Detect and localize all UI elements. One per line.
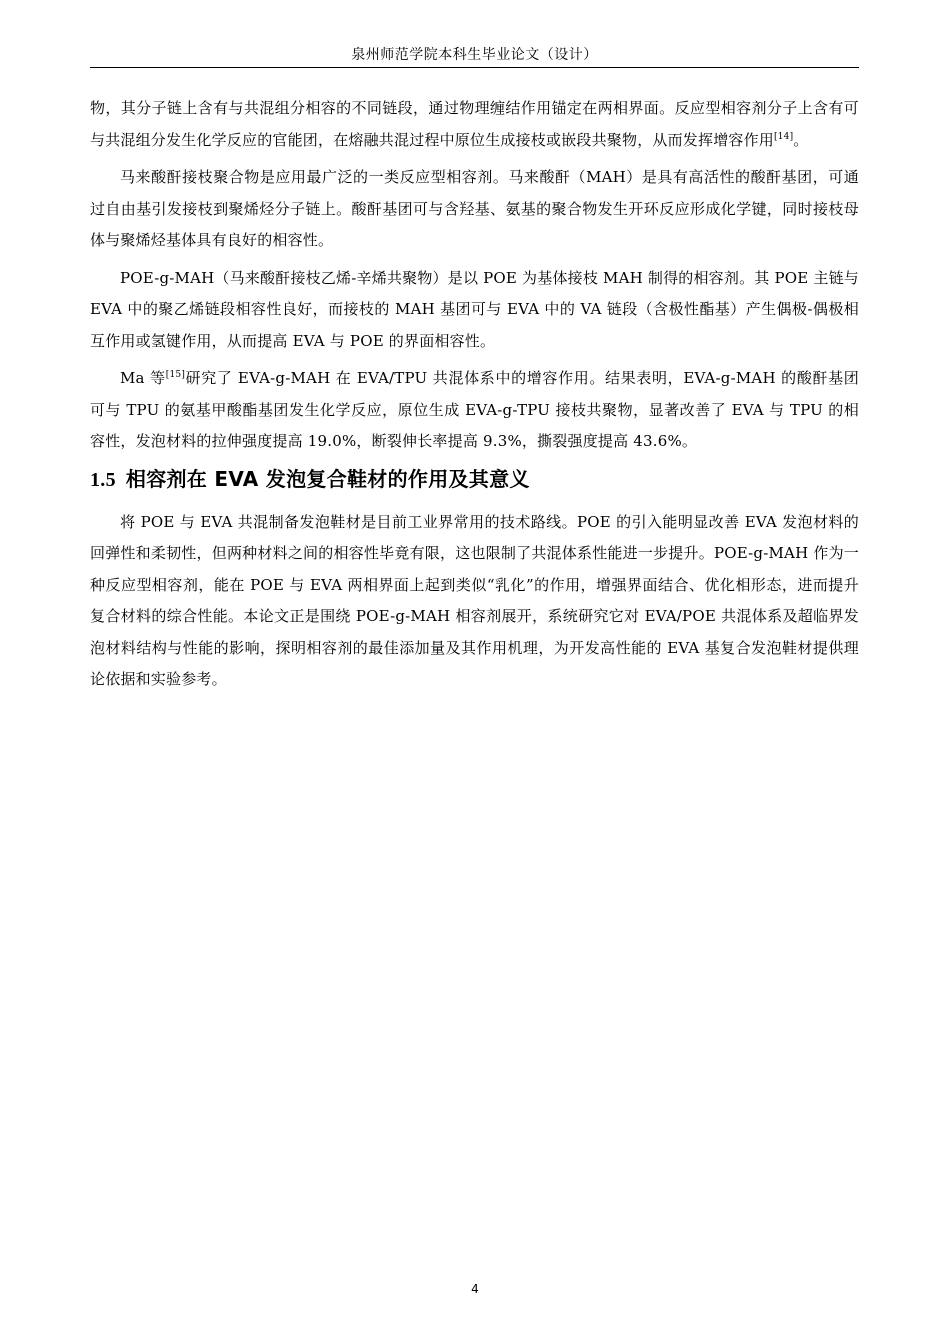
- header-rule: [90, 67, 859, 68]
- paragraph-1-text: 物，其分子链上含有与共混组分相容的不同链段，通过物理缠结作用锚定在两相界面。反应型相容剂分子上含有可与共混组分发生化学反应的官能团，在熔融共混过程中原位生成接枝或嵌段共聚物，从而发挥增容作用: [90, 99, 859, 149]
- citation-14: [14]: [774, 131, 794, 142]
- paragraph-2: 马来酸酐接枝聚合物是应用最广泛的一类反应型相容剂。马来酸酐（MAH）是具有高活性的酸酐基团，可通过自由基引发接枝到聚烯烃分子链上。酸酐基团可与含羟基、氨基的聚合物发生开环反应形成化学键，同时接枝母体与聚烯烃基体具有良好的相容性。: [90, 168, 859, 249]
- section-heading: [90, 464, 859, 495]
- section-title: 相容剂在 EVA 发泡复合鞋材的作用及其意义: [125, 466, 530, 491]
- paragraph-4-text: 研究了 EVA-g-MAH 在 EVA/TPU 共混体系中的增容作用。结果表明，EVA-g-MAH 的酸酐基团可与 TPU 的氨基甲酸酯基团发生化学反应，原位生成 EVA-g-TPU 接枝共聚物，显著改善了 EVA 与 TPU 的相容性，发泡材料的拉伸强度提高 19.0%，断裂伸长率提高 9.3%，撕裂强度提高 43.6%。: [90, 369, 860, 450]
- section-paragraph: 将 POE 与 EVA 共混制备发泡鞋材是目前工业界常用的技术路线。POE 的引入能明显改善 EVA 发泡材料的回弹性和柔韧性，但两种材料之间的相容性毕竟有限，这也限制了共混体系性能进一步提升。POE-g-MAH 作为一种反应型相容剂，能在 POE 与 EVA 两相界面上起到类似“乳化”的作用，增强界面结合、优化相形态，进而提升复合材料的综合性能。本论文正是围绕 POE-g-MAH 相容剂展开，系统研究它对 EVA/POE 共混体系及超临界发泡材料结构与性能的影响，探明相容剂的最佳添加量及其作用机理，为开发高性能的 EVA 基复合发泡鞋材提供理论依据和实验参考。: [90, 512, 859, 688]
- paragraph-1-end: 。: [793, 130, 809, 149]
- paragraph-3: POE-g-MAH（马来酸酐接枝乙烯-辛烯共聚物）是以 POE 为基体接枝 MAH 制得的相容剂。其 POE 主链与 EVA 中的聚乙烯链段相容性良好，而接枝的 MAH 基团可与 EVA 中的 VA 链段（含极性酯基）产生偶极-偶极相互作用或氢键作用，从而提高 EVA 与 POE 的界面相容性。: [90, 268, 859, 350]
- running-header: 泉州师范学院本科生毕业论文（设计）: [351, 47, 598, 63]
- page-number: 4: [471, 1282, 479, 1296]
- paragraph-4-author: Ma 等: [120, 369, 166, 387]
- section-number: 1.5: [90, 468, 116, 491]
- paragraph-4: [90, 363, 859, 458]
- paragraph-1: [90, 93, 859, 156]
- citation-15: [15]: [165, 370, 186, 380]
- body-text: [90, 93, 859, 702]
